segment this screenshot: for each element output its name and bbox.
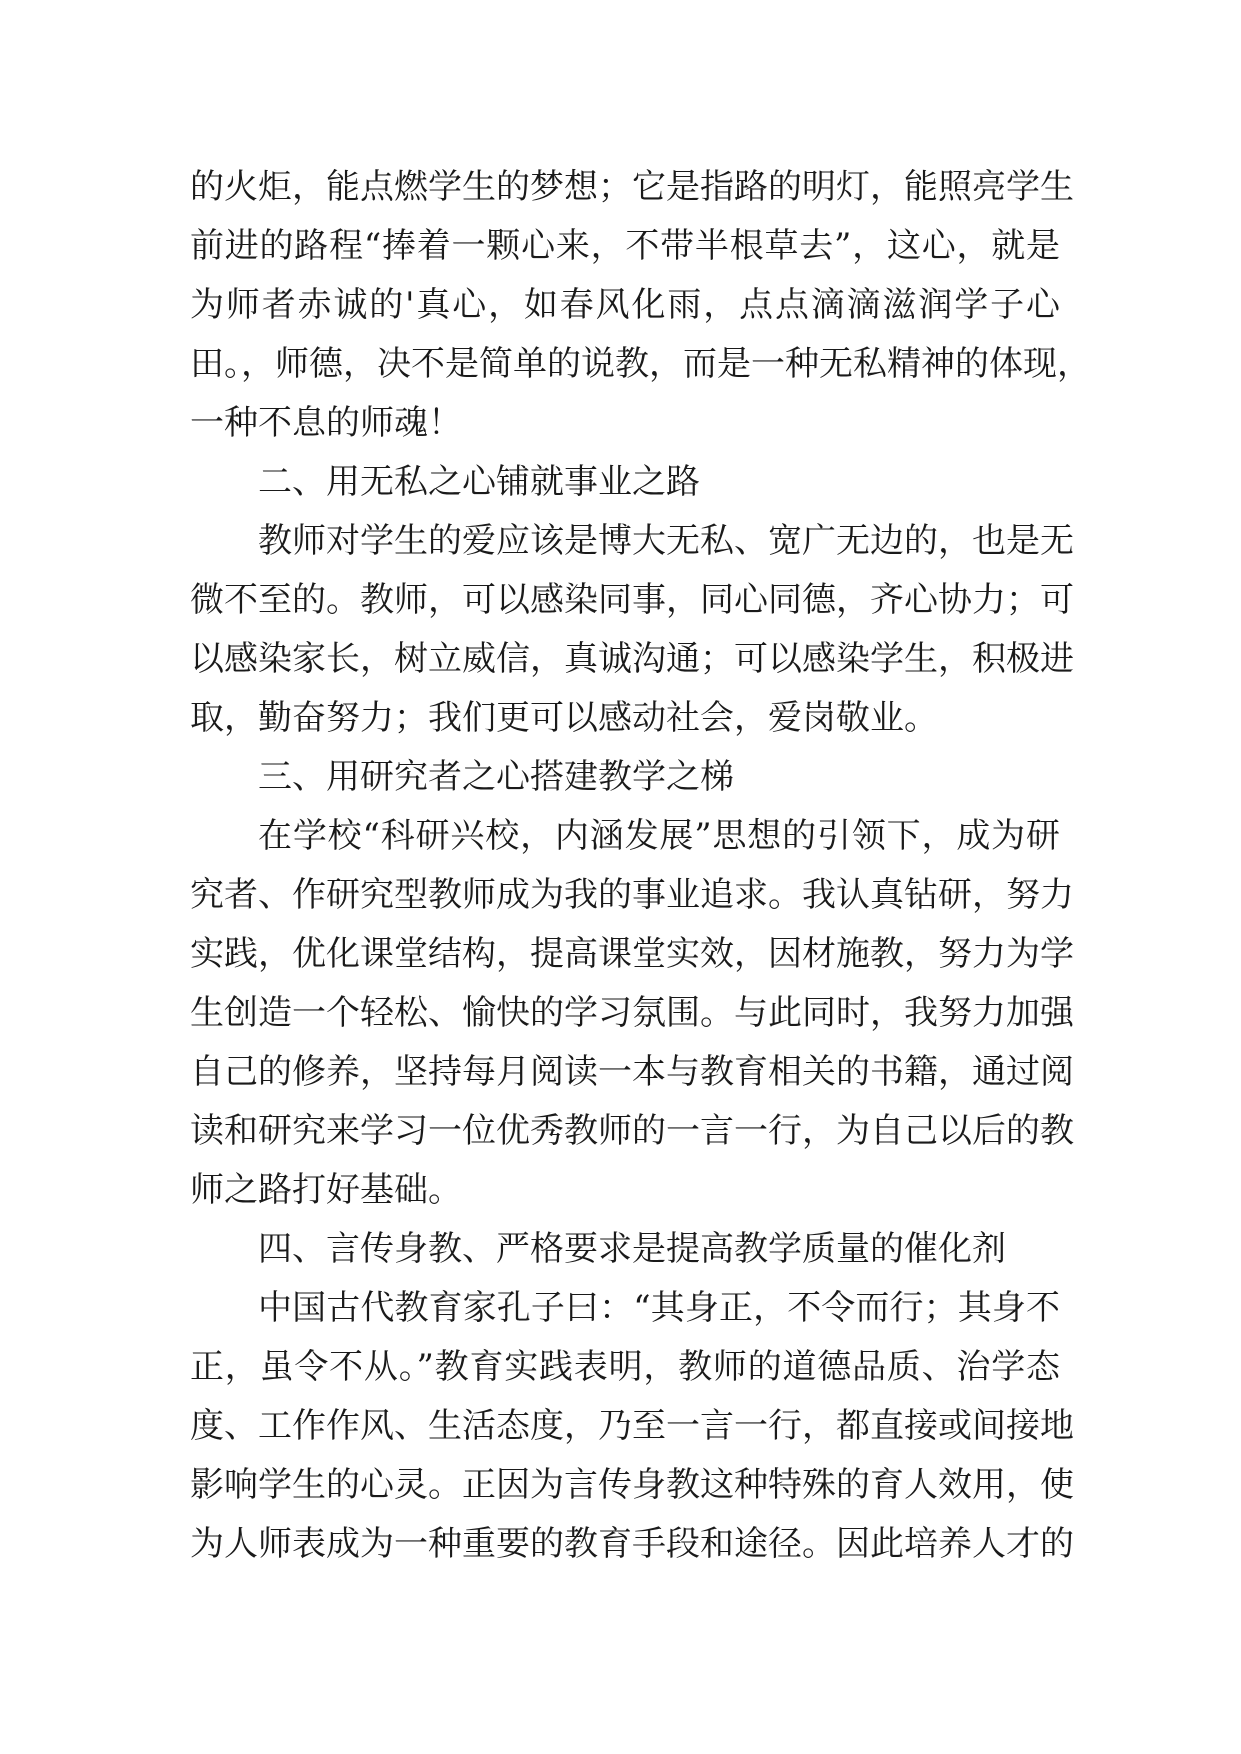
section-heading-3 bbox=[190, 748, 1060, 807]
paragraph-1 bbox=[190, 158, 1091, 453]
text-line: 在学校“科研兴校，内涵发展”思想的引领下，成为研 bbox=[258, 816, 1060, 856]
paragraph-2 bbox=[190, 512, 1074, 748]
text-line: 微不至的。教师，可以感染同事，同心同德，齐心协力；可 bbox=[190, 580, 1074, 620]
text-line: 中国古代教育家孔子曰：“其身正，不令而行；其身不 bbox=[258, 1288, 1060, 1328]
section-heading-2 bbox=[190, 453, 1060, 512]
text-line: 为人师表成为一种重要的教育手段和途径。因此培养人才的 bbox=[190, 1524, 1074, 1564]
section-heading-4 bbox=[190, 1220, 1060, 1279]
text-line: 读和研究来学习一位优秀教师的一言一行，为自己以后的教 bbox=[190, 1111, 1074, 1151]
text-line: 为师者赤诚的'真心，如春风化雨，点点滴滴滋润学子心 bbox=[190, 285, 1060, 325]
text-line: 生创造一个轻松、愉快的学习氛围。与此同时，我努力加强 bbox=[190, 993, 1074, 1033]
text-line: 度、工作作风、生活态度，乃至一言一行，都直接或间接地 bbox=[190, 1406, 1074, 1446]
heading-text: 四、言传身教、严格要求是提高教学质量的催化剂 bbox=[258, 1229, 1006, 1269]
paragraph-4 bbox=[190, 1279, 1074, 1574]
paragraph-3 bbox=[190, 807, 1074, 1220]
text-line: 取，勤奋努力；我们更可以感动社会，爱岗敬业。 bbox=[190, 698, 938, 738]
heading-text: 二、用无私之心铺就事业之路 bbox=[258, 462, 700, 502]
text-line: 一种不息的师魂！ bbox=[190, 403, 462, 443]
text-line: 田。，师德，决不是简单的说教，而是一种无私精神的体现， bbox=[190, 344, 1091, 384]
text-line: 正，虽令不从。”教育实践表明，教师的道德品质、治学态 bbox=[190, 1347, 1060, 1387]
text-line: 以感染家长，树立威信，真诚沟通；可以感染学生，积极进 bbox=[190, 639, 1074, 679]
heading-text: 三、用研究者之心搭建教学之梯 bbox=[258, 757, 734, 797]
document-body bbox=[190, 158, 1091, 1574]
text-line: 影响学生的心灵。正因为言传身教这种特殊的育人效用，使 bbox=[190, 1465, 1074, 1505]
text-line: 前进的路程“捧着一颗心来，不带半根草去”，这心，就是 bbox=[190, 226, 1060, 266]
text-line: 师之路打好基础。 bbox=[190, 1170, 462, 1210]
text-line: 究者、作研究型教师成为我的事业追求。我认真钻研，努力 bbox=[190, 875, 1074, 915]
text-line: 实践，优化课堂结构，提高课堂实效，因材施教，努力为学 bbox=[190, 934, 1074, 974]
text-line: 教师对学生的爱应该是博大无私、宽广无边的，也是无 bbox=[258, 521, 1074, 561]
text-line: 的火炬，能点燃学生的梦想；它是指路的明灯，能照亮学生 bbox=[190, 167, 1074, 207]
text-line: 自己的修养，坚持每月阅读一本与教育相关的书籍，通过阅 bbox=[190, 1052, 1074, 1092]
